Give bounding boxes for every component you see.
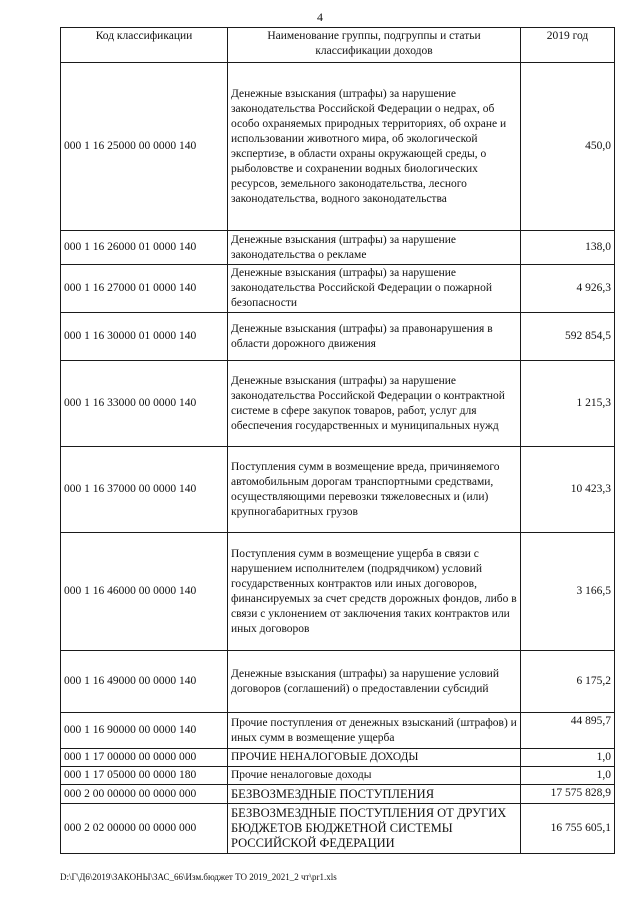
table-row xyxy=(61,313,615,361)
row-value: 138,0 xyxy=(521,231,615,265)
table-row xyxy=(61,804,615,854)
row-value: 3 166,5 xyxy=(521,533,615,651)
row-value: 4 926,3 xyxy=(521,265,615,313)
row-value: 1,0 xyxy=(521,767,615,785)
row-code: 000 1 16 26000 01 0000 140 xyxy=(61,231,228,265)
row-name: БЕЗВОЗМЕЗДНЫЕ ПОСТУПЛЕНИЯ ОТ ДРУГИХ БЮДЖЕТОВ БЮДЖЕТНОЙ СИСТЕМЫ РОССИЙСКОЙ ФЕДЕРАЦИИ xyxy=(228,804,521,854)
row-value: 1,0 xyxy=(521,749,615,767)
row-value: 1 215,3 xyxy=(521,361,615,447)
table-row xyxy=(61,361,615,447)
row-value: 10 423,3 xyxy=(521,447,615,533)
row-value: 16 755 605,1 xyxy=(521,804,615,854)
row-name: Денежные взыскания (штрафы) за нарушение законодательства Российской Федерации о недрах, об особо охраняемых природных территориях, об охране и использовании животного мира, об экологической экспертизе, в области охраны окружающей среды, о рыболовстве и сохранении водных биологических ресурсов, земельного законодательства, лесного законодательства, водного законодательства xyxy=(228,63,521,231)
header-code: Код классификации xyxy=(61,28,228,63)
row-name: Денежные взыскания (штрафы) за нарушение законодательства Российской Федерации о пожарной безопасности xyxy=(228,265,521,313)
row-code: 000 1 16 25000 00 0000 140 xyxy=(61,63,228,231)
row-value: 450,0 xyxy=(521,63,615,231)
table-row xyxy=(61,447,615,533)
row-code: 000 1 16 27000 01 0000 140 xyxy=(61,265,228,313)
row-value: 592 854,5 xyxy=(521,313,615,361)
row-name: Поступления сумм в возмещение ущерба в связи с нарушением исполнителем (подрядчиком) условий государственных контрактов или иных договоров, финансируемых за счет средств дорожных фондов, либо в связи с уклонением от заключения таких контрактов или иных договоров xyxy=(228,533,521,651)
row-code: 000 1 16 37000 00 0000 140 xyxy=(61,447,228,533)
row-name: Денежные взыскания (штрафы) за правонарушения в области дорожного движения xyxy=(228,313,521,361)
row-name: Денежные взыскания (штрафы) за нарушение законодательства о рекламе xyxy=(228,231,521,265)
row-name: Денежные взыскания (штрафы) за нарушение условий договоров (соглашений) о предоставлении субсидий xyxy=(228,651,521,713)
row-code: 000 1 17 05000 00 0000 180 xyxy=(61,767,228,785)
row-name: БЕЗВОЗМЕЗДНЫЕ ПОСТУПЛЕНИЯ xyxy=(228,785,521,804)
row-value: 6 175,2 xyxy=(521,651,615,713)
row-code: 000 1 17 00000 00 0000 000 xyxy=(61,749,228,767)
table-row xyxy=(61,713,615,749)
row-code: 000 1 16 90000 00 0000 140 xyxy=(61,713,228,749)
table-row xyxy=(61,265,615,313)
row-code: 000 1 16 33000 00 0000 140 xyxy=(61,361,228,447)
row-name: ПРОЧИЕ НЕНАЛОГОВЫЕ ДОХОДЫ xyxy=(228,749,521,767)
row-name: Денежные взыскания (штрафы) за нарушение законодательства Российской Федерации о контрактной системе в сфере закупок товаров, работ, услуг для обеспечения государственных и муниципальных нужд xyxy=(228,361,521,447)
table-header-row xyxy=(61,28,615,63)
row-code: 000 1 16 49000 00 0000 140 xyxy=(61,651,228,713)
row-code: 000 1 16 46000 00 0000 140 xyxy=(61,533,228,651)
row-value: 44 895,7 xyxy=(521,713,615,749)
row-code: 000 1 16 30000 01 0000 140 xyxy=(61,313,228,361)
row-name: Поступления сумм в возмещение вреда, причиняемого автомобильным дорогам транспортными средствами, осуществляющими перевозки тяжеловесных и (или) крупногабаритных грузов xyxy=(228,447,521,533)
revenue-table xyxy=(60,27,615,854)
row-name: Прочие поступления от денежных взысканий (штрафов) и иных сумм в возмещение ущерба xyxy=(228,713,521,749)
header-year: 2019 год xyxy=(521,28,615,63)
row-name: Прочие неналоговые доходы xyxy=(228,767,521,785)
row-code: 000 2 00 00000 00 0000 000 xyxy=(61,785,228,804)
page-number: 4 xyxy=(317,10,323,24)
file-path-footer: D:\Г\Д6\2019\ЗАКОНЫ\ЗАС_66\Изм.бюджет ТО 2019_2021_2 чт\pr1.xls xyxy=(60,872,337,882)
table-row xyxy=(61,767,615,785)
header-name: Наименование группы, подгруппы и статьи классификации доходов xyxy=(228,28,521,63)
table-row xyxy=(61,785,615,804)
table-row xyxy=(61,749,615,767)
row-code: 000 2 02 00000 00 0000 000 xyxy=(61,804,228,854)
table-row xyxy=(61,651,615,713)
row-value: 17 575 828,9 xyxy=(521,785,615,804)
table-row xyxy=(61,231,615,265)
table-row xyxy=(61,63,615,231)
table-row xyxy=(61,533,615,651)
